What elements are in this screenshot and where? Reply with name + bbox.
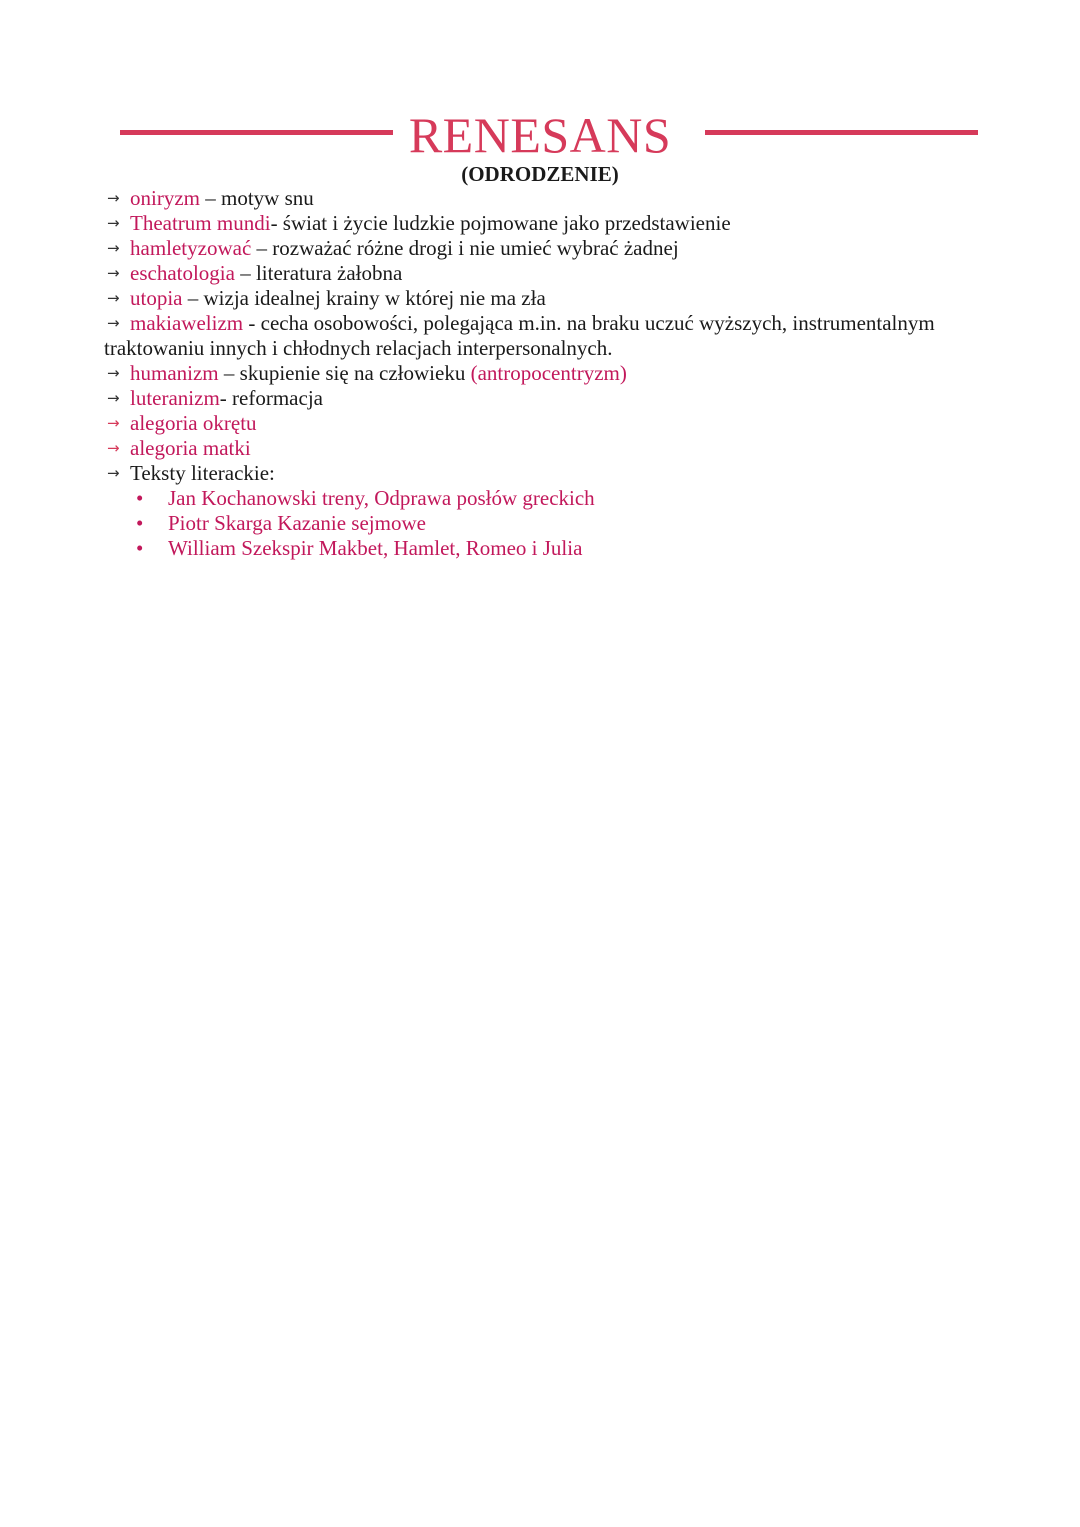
list-item xyxy=(104,361,984,386)
text-title: Piotr Skarga Kazanie sejmowe xyxy=(168,511,426,535)
list-item-continuation xyxy=(104,336,984,361)
definition: - cecha osobowości, polegająca m.in. na braku uczuć wyższych, instrumentalnym xyxy=(243,311,935,335)
term: Theatrum mundi xyxy=(130,211,271,235)
definition: – skupienie się na człowieku xyxy=(218,361,471,385)
list-item xyxy=(104,186,984,211)
list-item xyxy=(104,436,984,461)
text-title: Jan Kochanowski treny, Odprawa posłów greckich xyxy=(168,486,595,510)
list-item xyxy=(104,311,984,336)
term: luteranizm xyxy=(130,386,220,410)
list-item xyxy=(104,411,984,436)
list-item xyxy=(104,286,984,311)
definition: – wizja idealnej krainy w której nie ma zła xyxy=(182,286,546,310)
definition: – rozważać różne drogi i nie umieć wybrać żadnej xyxy=(251,236,679,260)
term-extra: (antropocentryzm) xyxy=(470,361,627,385)
arrow-icon: → xyxy=(107,214,120,232)
text-item xyxy=(104,511,984,536)
arrow-icon: → xyxy=(107,464,120,482)
list-item xyxy=(104,386,984,411)
definition-continuation: traktowaniu innych i chłodnych relacjach interpersonalnych. xyxy=(104,336,613,360)
arrow-icon: → xyxy=(107,364,120,382)
header-rule-right xyxy=(705,130,978,135)
arrow-icon: → xyxy=(107,289,120,307)
definition: – literatura żałobna xyxy=(234,261,403,285)
arrow-icon: → xyxy=(107,314,120,332)
section-label: Teksty literackie: xyxy=(130,461,275,485)
text-item xyxy=(104,486,984,511)
term: alegoria okrętu xyxy=(130,411,257,435)
page-title: RENESANS xyxy=(408,107,672,163)
list-item xyxy=(104,211,984,236)
term: utopia xyxy=(130,286,183,310)
term: oniryzm xyxy=(130,186,200,210)
arrow-icon: → xyxy=(107,239,120,257)
text-item xyxy=(104,536,984,561)
page-subtitle: (ODRODZENIE) xyxy=(461,162,619,186)
definition: - świat i życie ludzkie pojmowane jako przedstawienie xyxy=(270,211,731,235)
arrow-icon: → xyxy=(107,439,120,457)
term: alegoria matki xyxy=(130,436,251,460)
term: humanizm xyxy=(130,361,219,385)
definition: - reformacja xyxy=(219,386,323,410)
list-item xyxy=(104,461,984,486)
arrow-icon: → xyxy=(107,389,120,407)
term: hamletyzować xyxy=(130,236,252,260)
arrow-icon: → xyxy=(107,414,120,432)
header xyxy=(0,100,1080,170)
definition: – motyw snu xyxy=(199,186,314,210)
arrow-icon: → xyxy=(107,189,120,207)
text-title: William Szekspir Makbet, Hamlet, Romeo i Julia xyxy=(168,536,583,560)
arrow-icon: → xyxy=(107,264,120,282)
list-item xyxy=(104,236,984,261)
term: eschatologia xyxy=(130,261,235,285)
bullet-icon: • xyxy=(136,536,144,560)
list-item xyxy=(104,261,984,286)
term: makiawelizm xyxy=(130,311,244,335)
bullet-icon: • xyxy=(136,511,144,535)
bullet-icon: • xyxy=(136,486,144,510)
notes-list xyxy=(104,186,984,561)
